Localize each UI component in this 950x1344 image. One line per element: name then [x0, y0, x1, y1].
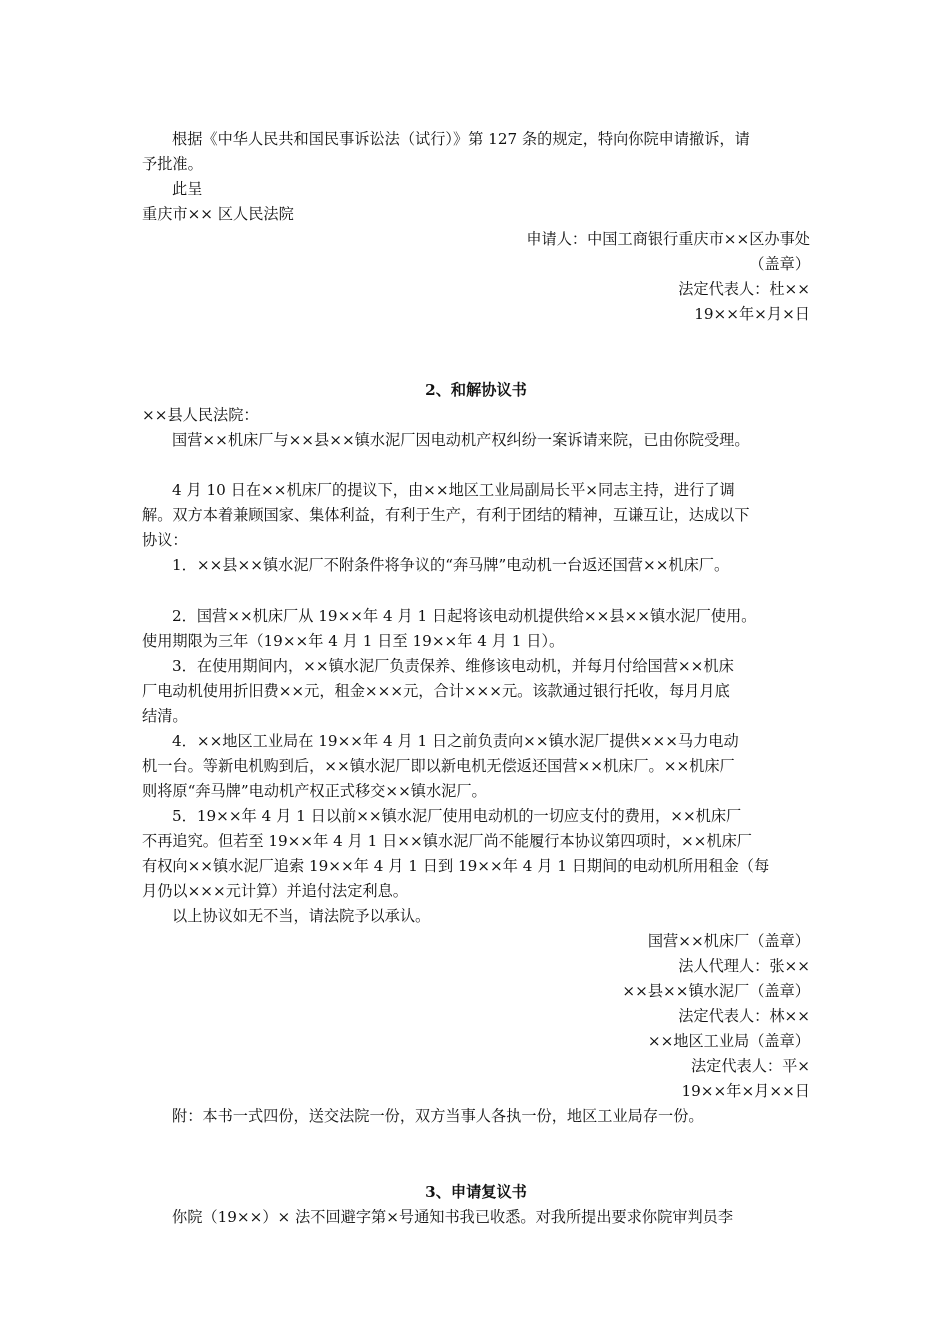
cishi-line: 此呈 — [172, 180, 203, 198]
section2-addressee: ××县人民法院： — [142, 406, 259, 424]
agreement-item-3-cont: 结清。 — [142, 707, 188, 725]
agreement-item-5: 5．19××年 4 月 1 日以前××镇水泥厂使用电动机的一切应支付的费用，××机床厂 — [172, 807, 742, 825]
signature-line: 法定代表人：林×× — [678, 1007, 810, 1025]
agreement-item-3: 3．在使用期间内，××镇水泥厂负责保养、维修该电动机，并每月付给国营××机床 — [172, 657, 734, 675]
agreement-item-2: 2．国营××机床厂从 19××年 4 月 1 日起将该电动机提供给××县××镇水泥厂使用。 — [172, 607, 757, 625]
agreement-item-4-cont: 则将原“奔马牌”电动机产权正式移交××镇水泥厂。 — [142, 782, 487, 800]
applicant-line: 申请人：中国工商银行重庆市××区办事处 — [526, 230, 810, 248]
section2-intro: 国营××机床厂与××县××镇水泥厂因电动机产权纠纷一案诉请来院，已由你院受理。 — [172, 431, 750, 449]
section3-paragraph-line: 你院（19××）× 法不回避字第×号通知书我已收悉。对我所提出要求你院审判员李 — [172, 1208, 734, 1226]
signature-line: 法人代理人：张×× — [678, 957, 810, 975]
agreement-item-5-cont: 不再追究。但若至 19××年 4 月 1 日××镇水泥厂尚不能履行本协议第四项时，××机床厂 — [142, 832, 752, 850]
agreement-item-4-cont: 机一台。等新电机购到后，××镇水泥厂即以新电机无偿返还国营××机床厂。××机床厂 — [142, 757, 735, 775]
addressee-line: 重庆市×× 区人民法院 — [142, 205, 294, 223]
appendix-line: 附：本书一式四份，送交法院一份，双方当事人各执一份，地区工业局存一份。 — [172, 1107, 704, 1125]
agreement-item-2-cont: 使用期限为三年（19××年 4 月 1 日至 19××年 4 月 1 日）。 — [142, 632, 565, 650]
date-line: 19××年×月×日 — [694, 305, 810, 323]
agreement-item-5-cont: 月仍以×××元计算）并追付法定利息。 — [142, 882, 408, 900]
section3-title: 3、申请复议书 — [425, 1183, 527, 1201]
agreement-item-5-cont: 有权向××镇水泥厂追索 19××年 4 月 1 日到 19××年 4 月 1 日期间的电动机所用租金（每 — [142, 857, 770, 875]
legal-rep-line: 法定代表人：杜×× — [678, 280, 810, 298]
section2-paragraph-line: 协议： — [142, 531, 188, 549]
section2-paragraph-line: 解。双方本着兼顾国家、集体利益，有利于生产，有利于团结的精神，互谦互让，达成以下 — [142, 506, 750, 524]
section1-paragraph-line: 根据《中华人民共和国民事诉讼法（试行）》第 127 条的规定，特向你院申请撤诉，请 — [172, 130, 750, 148]
agreement-item-3-cont: 厂电动机使用折旧费××元，租金×××元，合计×××元。该款通过银行托收，每月月底 — [142, 682, 730, 700]
section2-paragraph-line: 4 月 10 日在××机床厂的提议下，由××地区工业局副局长平×同志主持，进行了调 — [172, 481, 735, 499]
section2-title: 2、和解协议书 — [425, 381, 527, 399]
seal-line: （盖章） — [749, 255, 810, 273]
agreement-item-4: 4．××地区工业局在 19××年 4 月 1 日之前负责向××镇水泥厂提供×××马力电动 — [172, 732, 739, 750]
signature-line: 法定代表人：平× — [690, 1057, 810, 1075]
closing-line: 以上协议如无不当，请法院予以承认。 — [172, 907, 431, 925]
agreement-item-1: 1．××县××镇水泥厂不附条件将争议的“奔马牌”电动机一台返还国营××机床厂。 — [172, 556, 730, 574]
signature-line: ××县××镇水泥厂（盖章） — [622, 982, 810, 1000]
section1-paragraph-line: 予批准。 — [142, 155, 203, 173]
document-page — [142, 0, 810, 1344]
signature-date: 19××年×月××日 — [681, 1082, 810, 1100]
signature-line: 国营××机床厂（盖章） — [647, 932, 810, 950]
signature-line: ××地区工业局（盖章） — [647, 1032, 810, 1050]
